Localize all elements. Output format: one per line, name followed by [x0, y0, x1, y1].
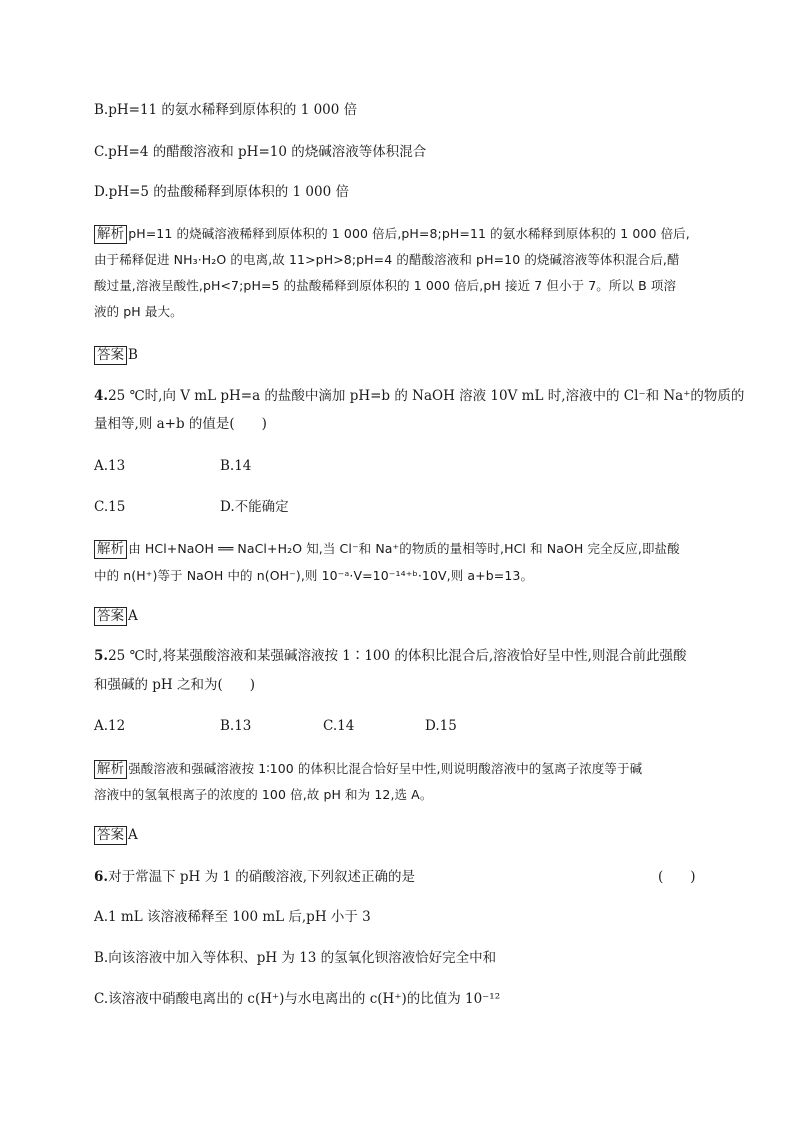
q5-explanation-text: 强酸溶液和强碱溶液按 1∶100 的体积比混合恰好呈中性,则说明酸溶液中的氢离子浓度等于碱	[128, 761, 643, 776]
q5-option-d: D.15	[425, 718, 457, 734]
q4-explanation-line-2: 中的 n(H⁺)等于 NaOH 中的 n(OH⁻),则 10⁻ᵃ·V=10⁻¹⁴⁺ᵇ·10V,则 a+b=13。	[94, 568, 534, 583]
q5-answer	[94, 825, 138, 845]
q4-stem-text: 25 ℃时,向 V mL pH=a 的盐酸中滴加 pH=b 的 NaOH 溶液 10V mL 时,溶液中的 Cl⁻和 Na⁺的物质的	[108, 388, 745, 404]
q3-explanation-line-3: 酸过量,溶液呈酸性,pH<7;pH=5 的盐酸稀释到原体积的 1 000 倍后,pH 接近 7 但小于 7。所以 B 项溶	[94, 278, 677, 293]
answer-tag: 答案	[94, 826, 127, 845]
q3-explanation-line-2: 由于稀释促进 NH₃·H₂O 的电离,故 11>pH>8;pH=4 的醋酸溶液和 pH=10 的烧碱溶液等体积混合后,醋	[94, 252, 680, 267]
answer-tag: 答案	[94, 346, 127, 365]
q6-stem	[94, 867, 415, 887]
q3-explanation-text: pH=11 的烧碱溶液稀释到原体积的 1 000 倍后,pH=8;pH=11 的氨水稀释到原体积的 1 000 倍后,	[128, 226, 690, 241]
q5-option-c: C.14	[323, 718, 355, 734]
q3-option-b: B.pH=11 的氨水稀释到原体积的 1 000 倍	[94, 102, 358, 118]
q3-answer-value: B	[128, 347, 138, 363]
q6-number: 6.	[94, 869, 109, 885]
q4-stem-line-2: 量相等,则 a+b 的值是( )	[94, 416, 267, 432]
q5-stem-text: 25 ℃时,将某强酸溶液和某强碱溶液按 1∶100 的体积比混合后,溶液恰好呈中性,则混合前此强酸	[108, 648, 687, 664]
q6-answer-paren: ( )	[658, 869, 696, 885]
q3-answer	[94, 345, 138, 365]
q4-stem-line-1	[94, 386, 744, 406]
explanation-tag: 解析	[94, 225, 127, 244]
q4-option-b: B.14	[220, 458, 252, 474]
q5-option-b: B.13	[220, 718, 252, 734]
q5-explanation-line-2: 溶液中的氢氧根离子的浓度的 100 倍,故 pH 和为 12,选 A。	[94, 787, 433, 802]
q4-explanation-line-1	[94, 539, 680, 559]
q5-explanation-line-1	[94, 759, 642, 779]
q5-stem-line-2: 和强碱的 pH 之和为( )	[94, 677, 256, 693]
q4-option-a: A.13	[94, 458, 126, 474]
q4-option-d: D.不能确定	[220, 499, 289, 515]
explanation-tag: 解析	[94, 540, 127, 559]
q4-answer	[94, 606, 138, 626]
q5-stem-line-1	[94, 646, 686, 666]
explanation-tag: 解析	[94, 760, 127, 779]
q5-option-a: A.12	[94, 718, 126, 734]
q6-option-b: B.向该溶液中加入等体积、pH 为 13 的氢氧化钡溶液恰好完全中和	[94, 950, 497, 966]
q6-option-c: C.该溶液中硝酸电离出的 c(H⁺)与水电离出的 c(H⁺)的比值为 10⁻¹²	[94, 991, 501, 1007]
q5-answer-value: A	[128, 827, 138, 843]
q3-explanation-line-4: 液的 pH 最大。	[94, 304, 183, 319]
q3-explanation-line-1	[94, 224, 690, 244]
q5-number: 5.	[94, 648, 109, 664]
q4-number: 4.	[94, 388, 109, 404]
q3-option-d: D.pH=5 的盐酸稀释到原体积的 1 000 倍	[94, 184, 349, 200]
q6-stem-text: 对于常温下 pH 为 1 的硝酸溶液,下列叙述正确的是	[108, 869, 416, 885]
q4-option-c: C.15	[94, 499, 126, 515]
q6-option-a: A.1 mL 该溶液稀释至 100 mL 后,pH 小于 3	[94, 909, 371, 925]
q4-answer-value: A	[128, 608, 138, 624]
answer-tag: 答案	[94, 607, 127, 626]
q4-explanation-text: 由 HCl+NaOH ══ NaCl+H₂O 知,当 Cl⁻和 Na⁺的物质的量相等时,HCl 和 NaOH 完全反应,即盐酸	[128, 541, 680, 556]
q3-option-c: C.pH=4 的醋酸溶液和 pH=10 的烧碱溶液等体积混合	[94, 144, 427, 160]
